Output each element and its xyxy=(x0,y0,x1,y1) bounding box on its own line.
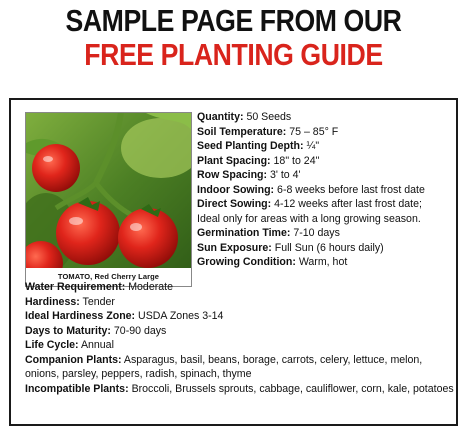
spec-label: Germination Time: xyxy=(197,227,291,240)
detail-label: Companion Plants: xyxy=(25,353,122,366)
spec-soil-temperature xyxy=(197,125,459,140)
page-title: SAMPLE PAGE FROM OUR xyxy=(65,3,402,38)
spec-label: Sun Exposure: xyxy=(197,241,272,254)
spec-value: 75 – 85° F xyxy=(289,125,339,138)
detail-companion-plants xyxy=(25,353,457,382)
spec-label: Soil Temperature: xyxy=(197,125,287,138)
spec-planting-depth xyxy=(197,139,459,154)
spec-label: Row Spacing: xyxy=(197,169,268,182)
spec-label: Direct Sowing: xyxy=(197,198,272,211)
spec-label: Quantity: xyxy=(197,111,244,123)
spec-row-spacing xyxy=(197,168,459,183)
detail-value: Annual xyxy=(80,339,114,352)
spec-value: 4-12 weeks after last frost date; xyxy=(274,198,422,211)
detail-value: Asparagus, basil, beans, borage, carrots, celery, lettuce, melon, onions, parsley, peppers, radish, spinach, thyme xyxy=(25,353,423,381)
spec-value: 18" to 24" xyxy=(273,154,320,167)
spec-plant-spacing xyxy=(197,154,459,169)
detail-label: Hardiness: xyxy=(25,295,80,308)
planting-guide-card xyxy=(9,98,458,426)
spec-label: Indoor Sowing: xyxy=(197,183,275,196)
detail-hardiness-zone xyxy=(25,309,457,324)
spec-direct-sowing-note xyxy=(197,212,459,227)
detail-label: Incompatible Plants: xyxy=(25,382,129,395)
detail-value: 70-90 days xyxy=(113,324,167,337)
photo-caption: TOMATO, Red Cherry Large xyxy=(26,268,191,286)
spec-value: 6-8 weeks before last frost date xyxy=(277,183,425,196)
spec-indoor-sowing xyxy=(197,183,459,198)
detail-value: USDA Zones 3-14 xyxy=(138,310,224,323)
detail-value: Broccoli, Brussels sprouts, cabbage, cauliflower, corn, kale, potatoes xyxy=(131,382,454,395)
tomato-image xyxy=(26,113,192,287)
detail-label: Water Requirement: xyxy=(25,281,126,293)
spec-value: Ideal only for areas with a long growing season. xyxy=(197,212,421,225)
spec-direct-sowing xyxy=(197,197,459,212)
page-subtitle: FREE PLANTING GUIDE xyxy=(84,37,383,72)
detail-hardiness xyxy=(25,295,457,310)
detail-label: Life Cycle: xyxy=(25,339,79,352)
spec-value: ¼" xyxy=(306,140,320,153)
spec-value: 50 Seeds xyxy=(246,111,292,123)
tomato-photo xyxy=(25,112,192,287)
spec-label: Seed Planting Depth: xyxy=(197,140,304,153)
detail-label: Days to Maturity: xyxy=(25,324,111,337)
detail-days-to-maturity xyxy=(25,324,457,339)
spec-value: Warm, hot xyxy=(298,256,348,269)
detail-label: Ideal Hardiness Zone: xyxy=(25,310,136,323)
detail-value: Moderate xyxy=(128,281,173,293)
growing-specs xyxy=(197,110,459,270)
spec-growing-condition xyxy=(197,255,459,270)
detail-value: Tender xyxy=(82,295,115,308)
detail-incompatible-plants xyxy=(25,382,457,397)
spec-label: Growing Condition: xyxy=(197,256,296,269)
spec-value: 7-10 days xyxy=(293,227,340,240)
spec-label: Plant Spacing: xyxy=(197,154,271,167)
detail-water-requirement xyxy=(25,280,457,295)
spec-quantity xyxy=(197,110,459,125)
plant-details xyxy=(25,280,457,396)
detail-life-cycle xyxy=(25,338,457,353)
spec-germination-time xyxy=(197,226,459,241)
spec-sun-exposure xyxy=(197,241,459,256)
spec-value: Full Sun (6 hours daily) xyxy=(274,241,384,254)
spec-value: 3' to 4' xyxy=(270,169,301,182)
